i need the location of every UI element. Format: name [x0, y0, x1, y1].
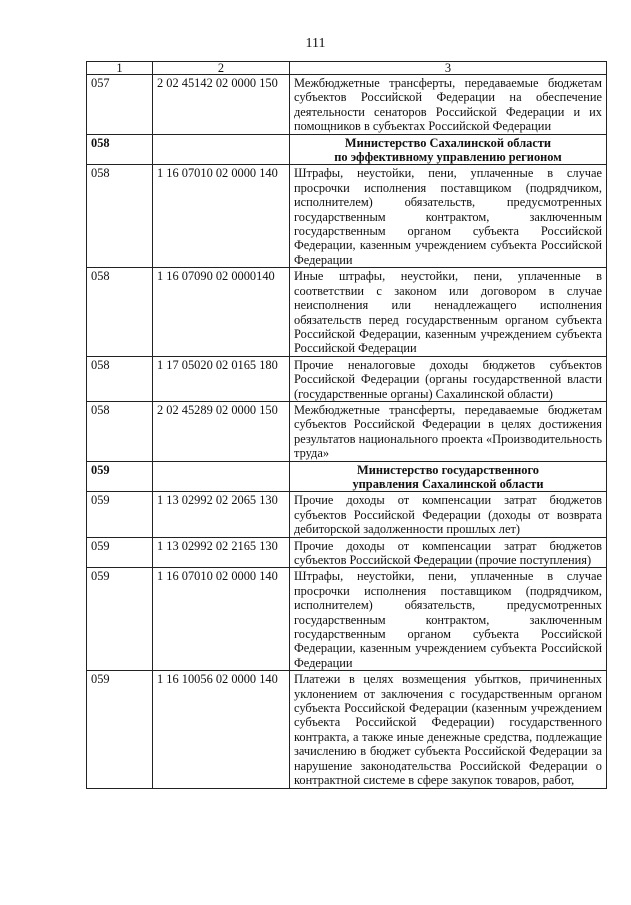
table-row	[87, 356, 607, 401]
description-cell: Межбюджетные трансферты, передаваемые бюджетам субъектов Российской Федерации в целях достижения результатов национального проекта «Производительность труда»	[290, 401, 607, 461]
admin-code-cell: 058	[87, 401, 153, 461]
description-cell: Штрафы, неустойки, пени, уплаченные в случае просрочки исполнения поставщиком (подрядчиком, исполнителем) обязательств, предусмотренных государственным контрактом, заключенным государственным органом субъекта Российской Федерации, казенным учреждением субъекта Российской Федерации	[290, 568, 607, 671]
admin-code-cell: 059	[87, 568, 153, 671]
description-cell: Штрафы, неустойки, пени, уплаченные в случае просрочки исполнения поставщиком (подрядчиком, исполнителем) обязательств, предусмотренных государственным контрактом, заключенным государственным органом субъекта Российской Федерации, казенным учреждением субъекта Российской Федерации	[290, 165, 607, 268]
table-row	[87, 75, 607, 135]
column-header: 1	[87, 62, 153, 75]
ministry-row	[87, 461, 607, 492]
description-cell: Прочие доходы от компенсации затрат бюджетов субъектов Российской Федерации (прочие поступления)	[290, 537, 607, 568]
budget-code-cell: 1 16 07090 02 0000140	[153, 268, 290, 356]
admin-code-cell: 058	[87, 268, 153, 356]
table-row	[87, 671, 607, 788]
table-row	[87, 165, 607, 268]
description-cell: Межбюджетные трансферты, передаваемые бюджетам субъектов Российской Федерации на обеспечение деятельности сенаторов Российской Федерации и их помощников в субъектах Российской Федерации	[290, 75, 607, 135]
ministry-row	[87, 134, 607, 165]
table-header-row	[87, 62, 607, 75]
column-header: 3	[290, 62, 607, 75]
admin-code-cell: 057	[87, 75, 153, 135]
budget-code-cell: 1 16 07010 02 0000 140	[153, 568, 290, 671]
description-cell: Платежи в целях возмещения убытков, причиненных уклонением от заключения с государственным органом субъекта Российской Федерации (казенным учреждением субъекта Российской Федерации) государственного контракта, а также иные денежные средства, подлежащие зачислению в бюджет субъекта Российской Федерации за нарушение законодательства Российской Федерации о контрактной системе в сфере закупок товаров, работ,	[290, 671, 607, 788]
table-row	[87, 568, 607, 671]
budget-code-cell: 1 16 07010 02 0000 140	[153, 165, 290, 268]
budget-code-cell	[153, 134, 290, 165]
description-cell: Иные штрафы, неустойки, пени, уплаченные в соответствии с законом или договором в случае неисполнения или ненадлежащего исполнения обязательств перед государственным органом субъекта Российской Федерации, казенным учреждением субъекта Российской Федерации	[290, 268, 607, 356]
admin-code-cell: 058	[87, 356, 153, 401]
column-header: 2	[153, 62, 290, 75]
budget-code-cell	[153, 461, 290, 492]
description-cell: Прочие доходы от компенсации затрат бюджетов субъектов Российской Федерации (доходы от возврата дебиторской задолженности прошлых лет)	[290, 492, 607, 537]
budget-code-cell: 2 02 45142 02 0000 150	[153, 75, 290, 135]
table-row	[87, 492, 607, 537]
description-cell: Прочие неналоговые доходы бюджетов субъектов Российской Федерации (органы государственной власти (государственные органы) Сахалинской области)	[290, 356, 607, 401]
page-number: 111	[305, 36, 326, 51]
budget-code-cell: 2 02 45289 02 0000 150	[153, 401, 290, 461]
admin-code-cell: 059	[87, 671, 153, 788]
budget-classification-table	[86, 61, 607, 789]
admin-code-cell: 059	[87, 461, 153, 492]
ministry-title-cell: Министерство Сахалинской области по эффективному управлению регионом	[290, 134, 607, 165]
table-row	[87, 268, 607, 356]
admin-code-cell: 058	[87, 165, 153, 268]
table-row	[87, 537, 607, 568]
budget-code-cell: 1 17 05020 02 0165 180	[153, 356, 290, 401]
ministry-title-cell: Министерство государственного управления Сахалинской области	[290, 461, 607, 492]
budget-code-cell: 1 16 10056 02 0000 140	[153, 671, 290, 788]
budget-code-cell: 1 13 02992 02 2165 130	[153, 537, 290, 568]
admin-code-cell: 058	[87, 134, 153, 165]
budget-code-cell: 1 13 02992 02 2065 130	[153, 492, 290, 537]
admin-code-cell: 059	[87, 537, 153, 568]
table-row	[87, 401, 607, 461]
admin-code-cell: 059	[87, 492, 153, 537]
